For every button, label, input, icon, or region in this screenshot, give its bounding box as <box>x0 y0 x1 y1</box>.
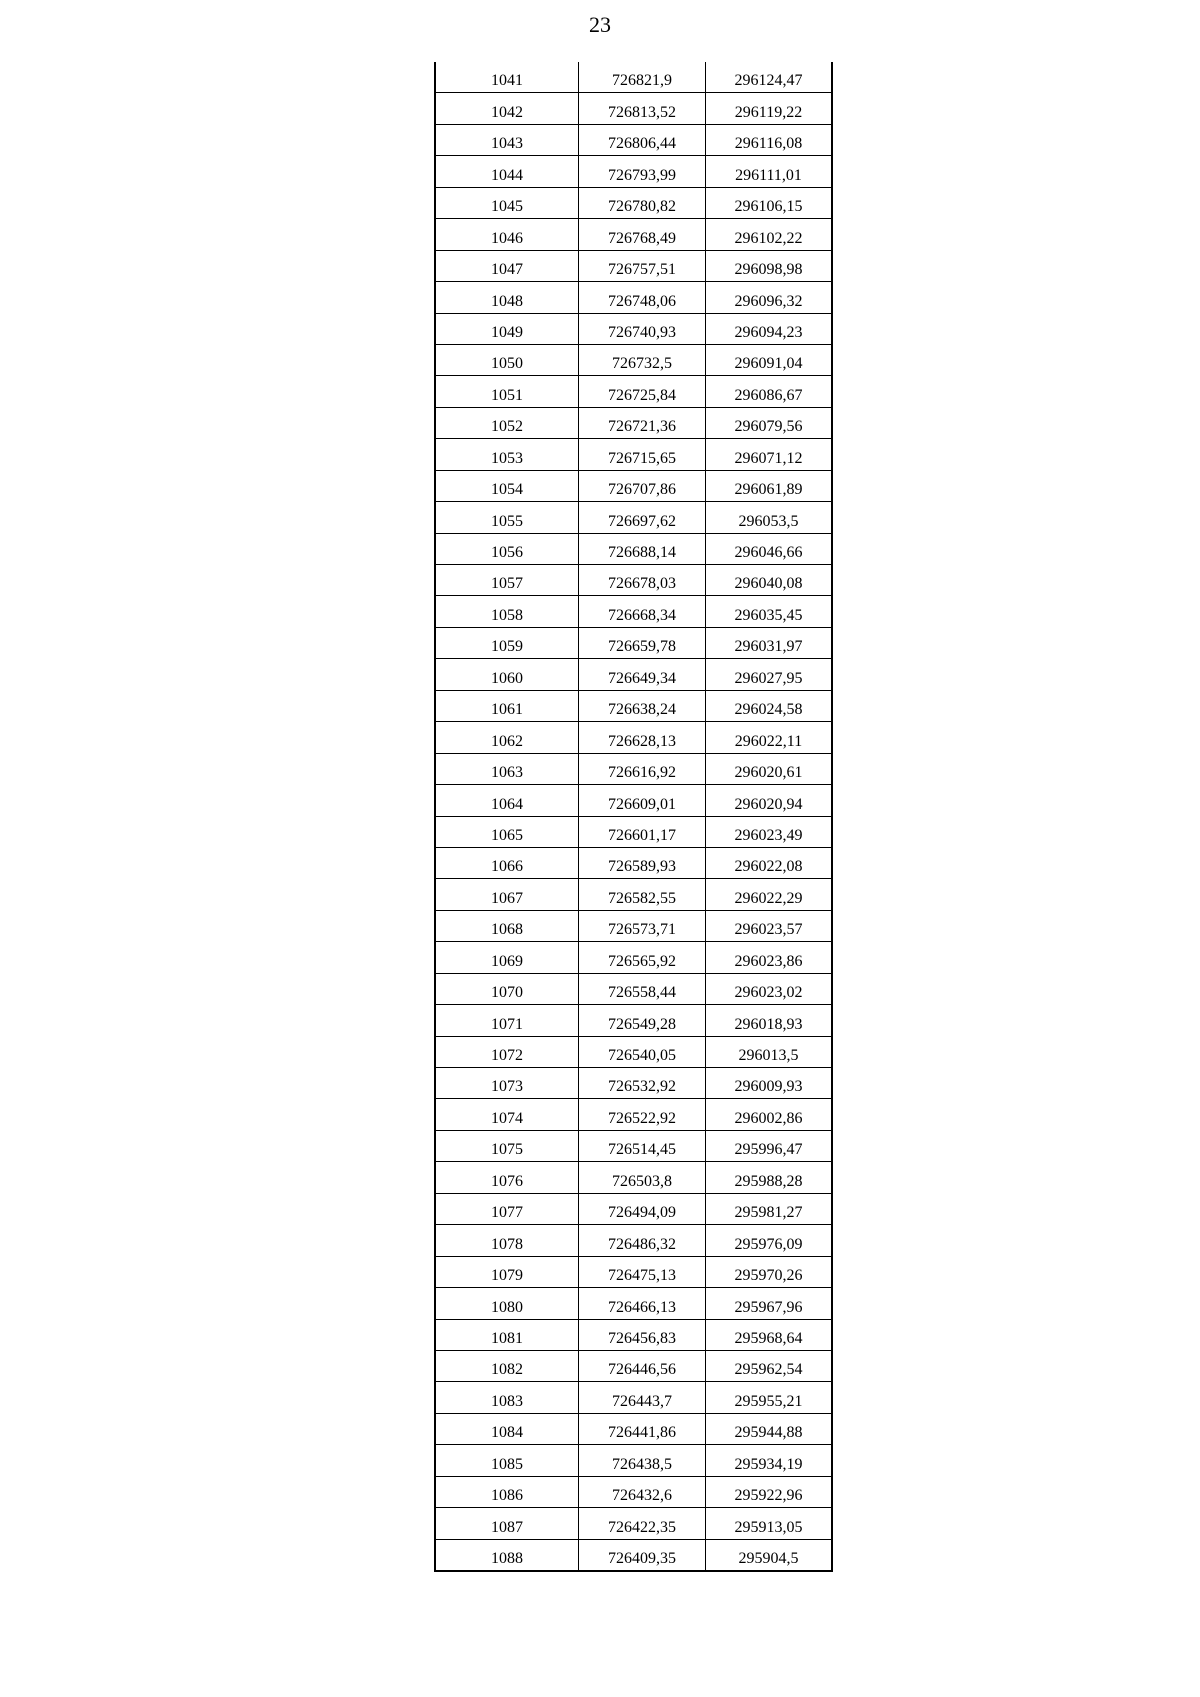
point-number-cell: 1046 <box>435 219 579 250</box>
y-coordinate-cell: 295944,88 <box>706 1413 833 1444</box>
y-coordinate-cell: 295976,09 <box>706 1225 833 1256</box>
x-coordinate-cell: 726748,06 <box>579 282 706 313</box>
x-coordinate-cell: 726616,92 <box>579 753 706 784</box>
y-coordinate-cell: 296116,08 <box>706 124 833 155</box>
x-coordinate-cell: 726589,93 <box>579 847 706 878</box>
y-coordinate-cell: 296031,97 <box>706 627 833 658</box>
table-row <box>435 1539 832 1571</box>
y-coordinate-cell: 296018,93 <box>706 1005 833 1036</box>
point-number-cell: 1082 <box>435 1350 579 1381</box>
table-row <box>435 1350 832 1381</box>
point-number-cell: 1041 <box>435 62 579 93</box>
y-coordinate-cell: 295996,47 <box>706 1130 833 1161</box>
x-coordinate-cell: 726438,5 <box>579 1445 706 1476</box>
point-number-cell: 1058 <box>435 596 579 627</box>
table-row <box>435 1445 832 1476</box>
table-row <box>435 282 832 313</box>
table-row <box>435 124 832 155</box>
point-number-cell: 1079 <box>435 1256 579 1287</box>
y-coordinate-cell: 296022,08 <box>706 847 833 878</box>
point-number-cell: 1069 <box>435 942 579 973</box>
table-row <box>435 93 832 124</box>
y-coordinate-cell: 296119,22 <box>706 93 833 124</box>
x-coordinate-cell: 726697,62 <box>579 502 706 533</box>
table-row <box>435 596 832 627</box>
point-number-cell: 1083 <box>435 1382 579 1413</box>
point-number-cell: 1060 <box>435 659 579 690</box>
y-coordinate-cell: 295968,64 <box>706 1319 833 1350</box>
x-coordinate-cell: 726768,49 <box>579 219 706 250</box>
point-number-cell: 1088 <box>435 1539 579 1571</box>
x-coordinate-cell: 726409,35 <box>579 1539 706 1571</box>
table-row <box>435 502 832 533</box>
point-number-cell: 1073 <box>435 1068 579 1099</box>
table-row <box>435 1005 832 1036</box>
x-coordinate-cell: 726732,5 <box>579 344 706 375</box>
y-coordinate-cell: 296040,08 <box>706 565 833 596</box>
x-coordinate-cell: 726793,99 <box>579 156 706 187</box>
x-coordinate-cell: 726821,9 <box>579 62 706 93</box>
y-coordinate-cell: 296035,45 <box>706 596 833 627</box>
table-row <box>435 722 832 753</box>
table-row <box>435 1288 832 1319</box>
point-number-cell: 1087 <box>435 1508 579 1539</box>
x-coordinate-cell: 726456,83 <box>579 1319 706 1350</box>
y-coordinate-cell: 295922,96 <box>706 1476 833 1507</box>
table-row <box>435 1130 832 1161</box>
point-number-cell: 1081 <box>435 1319 579 1350</box>
y-coordinate-cell: 296071,12 <box>706 439 833 470</box>
x-coordinate-cell: 726446,56 <box>579 1350 706 1381</box>
table-row <box>435 973 832 1004</box>
x-coordinate-cell: 726503,8 <box>579 1162 706 1193</box>
table-row <box>435 439 832 470</box>
x-coordinate-cell: 726649,34 <box>579 659 706 690</box>
y-coordinate-cell: 296086,67 <box>706 376 833 407</box>
x-coordinate-cell: 726532,92 <box>579 1068 706 1099</box>
table-row <box>435 847 832 878</box>
y-coordinate-cell: 295904,5 <box>706 1539 833 1571</box>
x-coordinate-cell: 726441,86 <box>579 1413 706 1444</box>
y-coordinate-cell: 296022,29 <box>706 879 833 910</box>
x-coordinate-cell: 726540,05 <box>579 1036 706 1067</box>
y-coordinate-cell: 295934,19 <box>706 1445 833 1476</box>
y-coordinate-cell: 296023,86 <box>706 942 833 973</box>
x-coordinate-cell: 726740,93 <box>579 313 706 344</box>
point-number-cell: 1068 <box>435 910 579 941</box>
y-coordinate-cell: 296124,47 <box>706 62 833 93</box>
x-coordinate-cell: 726806,44 <box>579 124 706 155</box>
y-coordinate-cell: 295913,05 <box>706 1508 833 1539</box>
x-coordinate-cell: 726549,28 <box>579 1005 706 1036</box>
y-coordinate-cell: 296024,58 <box>706 690 833 721</box>
y-coordinate-cell: 296009,93 <box>706 1068 833 1099</box>
table-row <box>435 1193 832 1224</box>
point-number-cell: 1061 <box>435 690 579 721</box>
point-number-cell: 1057 <box>435 565 579 596</box>
x-coordinate-cell: 726628,13 <box>579 722 706 753</box>
table-row <box>435 753 832 784</box>
table-row <box>435 879 832 910</box>
table-row <box>435 407 832 438</box>
y-coordinate-cell: 296098,98 <box>706 250 833 281</box>
table-row <box>435 1225 832 1256</box>
point-number-cell: 1085 <box>435 1445 579 1476</box>
point-number-cell: 1078 <box>435 1225 579 1256</box>
y-coordinate-cell: 296046,66 <box>706 533 833 564</box>
x-coordinate-cell: 726573,71 <box>579 910 706 941</box>
y-coordinate-cell: 295981,27 <box>706 1193 833 1224</box>
table-row <box>435 62 832 93</box>
table-row <box>435 250 832 281</box>
y-coordinate-cell: 295955,21 <box>706 1382 833 1413</box>
y-coordinate-cell: 296020,61 <box>706 753 833 784</box>
point-number-cell: 1076 <box>435 1162 579 1193</box>
x-coordinate-cell: 726601,17 <box>579 816 706 847</box>
point-number-cell: 1051 <box>435 376 579 407</box>
y-coordinate-cell: 296023,02 <box>706 973 833 1004</box>
point-number-cell: 1084 <box>435 1413 579 1444</box>
point-number-cell: 1059 <box>435 627 579 658</box>
x-coordinate-cell: 726475,13 <box>579 1256 706 1287</box>
y-coordinate-cell: 296111,01 <box>706 156 833 187</box>
point-number-cell: 1077 <box>435 1193 579 1224</box>
x-coordinate-cell: 726813,52 <box>579 93 706 124</box>
x-coordinate-cell: 726659,78 <box>579 627 706 658</box>
table-row <box>435 627 832 658</box>
y-coordinate-cell: 296079,56 <box>706 407 833 438</box>
point-number-cell: 1064 <box>435 785 579 816</box>
table-row <box>435 533 832 564</box>
point-number-cell: 1071 <box>435 1005 579 1036</box>
y-coordinate-cell: 295970,26 <box>706 1256 833 1287</box>
x-coordinate-cell: 726432,6 <box>579 1476 706 1507</box>
y-coordinate-cell: 295962,54 <box>706 1350 833 1381</box>
x-coordinate-cell: 726678,03 <box>579 565 706 596</box>
x-coordinate-cell: 726715,65 <box>579 439 706 470</box>
point-number-cell: 1047 <box>435 250 579 281</box>
y-coordinate-cell: 296053,5 <box>706 502 833 533</box>
point-number-cell: 1048 <box>435 282 579 313</box>
y-coordinate-cell: 296013,5 <box>706 1036 833 1067</box>
point-number-cell: 1063 <box>435 753 579 784</box>
point-number-cell: 1052 <box>435 407 579 438</box>
point-number-cell: 1067 <box>435 879 579 910</box>
point-number-cell: 1049 <box>435 313 579 344</box>
table-row <box>435 1068 832 1099</box>
coordinates-table <box>434 62 833 1572</box>
point-number-cell: 1054 <box>435 470 579 501</box>
y-coordinate-cell: 295988,28 <box>706 1162 833 1193</box>
point-number-cell: 1066 <box>435 847 579 878</box>
table-row <box>435 1382 832 1413</box>
point-number-cell: 1050 <box>435 344 579 375</box>
x-coordinate-cell: 726522,92 <box>579 1099 706 1130</box>
point-number-cell: 1065 <box>435 816 579 847</box>
table-row <box>435 1162 832 1193</box>
point-number-cell: 1042 <box>435 93 579 124</box>
y-coordinate-cell: 296096,32 <box>706 282 833 313</box>
point-number-cell: 1056 <box>435 533 579 564</box>
point-number-cell: 1053 <box>435 439 579 470</box>
table-row <box>435 1508 832 1539</box>
y-coordinate-cell: 296061,89 <box>706 470 833 501</box>
x-coordinate-cell: 726638,24 <box>579 690 706 721</box>
table-row <box>435 376 832 407</box>
x-coordinate-cell: 726422,35 <box>579 1508 706 1539</box>
table-row <box>435 1256 832 1287</box>
y-coordinate-cell: 296102,22 <box>706 219 833 250</box>
point-number-cell: 1045 <box>435 187 579 218</box>
table-row <box>435 1036 832 1067</box>
coordinates-table-body <box>435 62 832 1571</box>
point-number-cell: 1074 <box>435 1099 579 1130</box>
point-number-cell: 1062 <box>435 722 579 753</box>
x-coordinate-cell: 726757,51 <box>579 250 706 281</box>
table-row <box>435 1099 832 1130</box>
x-coordinate-cell: 726707,86 <box>579 470 706 501</box>
table-row <box>435 187 832 218</box>
y-coordinate-cell: 295967,96 <box>706 1288 833 1319</box>
table-row <box>435 1413 832 1444</box>
point-number-cell: 1044 <box>435 156 579 187</box>
point-number-cell: 1080 <box>435 1288 579 1319</box>
x-coordinate-cell: 726514,45 <box>579 1130 706 1161</box>
table-row <box>435 785 832 816</box>
table-row <box>435 565 832 596</box>
table-row <box>435 344 832 375</box>
x-coordinate-cell: 726688,14 <box>579 533 706 564</box>
table-row <box>435 816 832 847</box>
table-row <box>435 470 832 501</box>
x-coordinate-cell: 726558,44 <box>579 973 706 1004</box>
point-number-cell: 1043 <box>435 124 579 155</box>
x-coordinate-cell: 726780,82 <box>579 187 706 218</box>
y-coordinate-cell: 296094,23 <box>706 313 833 344</box>
x-coordinate-cell: 726486,32 <box>579 1225 706 1256</box>
y-coordinate-cell: 296020,94 <box>706 785 833 816</box>
point-number-cell: 1070 <box>435 973 579 1004</box>
point-number-cell: 1075 <box>435 1130 579 1161</box>
y-coordinate-cell: 296106,15 <box>706 187 833 218</box>
table-row <box>435 942 832 973</box>
page-number: 23 <box>589 12 611 37</box>
x-coordinate-cell: 726494,09 <box>579 1193 706 1224</box>
x-coordinate-cell: 726443,7 <box>579 1382 706 1413</box>
x-coordinate-cell: 726609,01 <box>579 785 706 816</box>
x-coordinate-cell: 726565,92 <box>579 942 706 973</box>
y-coordinate-cell: 296002,86 <box>706 1099 833 1130</box>
y-coordinate-cell: 296023,57 <box>706 910 833 941</box>
x-coordinate-cell: 726466,13 <box>579 1288 706 1319</box>
table-row <box>435 690 832 721</box>
point-number-cell: 1072 <box>435 1036 579 1067</box>
table-row <box>435 156 832 187</box>
point-number-cell: 1055 <box>435 502 579 533</box>
table-row <box>435 219 832 250</box>
x-coordinate-cell: 726721,36 <box>579 407 706 438</box>
table-row <box>435 1476 832 1507</box>
y-coordinate-cell: 296091,04 <box>706 344 833 375</box>
table-row <box>435 910 832 941</box>
y-coordinate-cell: 296023,49 <box>706 816 833 847</box>
x-coordinate-cell: 726668,34 <box>579 596 706 627</box>
table-row <box>435 313 832 344</box>
y-coordinate-cell: 296027,95 <box>706 659 833 690</box>
x-coordinate-cell: 726725,84 <box>579 376 706 407</box>
y-coordinate-cell: 296022,11 <box>706 722 833 753</box>
point-number-cell: 1086 <box>435 1476 579 1507</box>
table-row <box>435 1319 832 1350</box>
table-row <box>435 659 832 690</box>
x-coordinate-cell: 726582,55 <box>579 879 706 910</box>
